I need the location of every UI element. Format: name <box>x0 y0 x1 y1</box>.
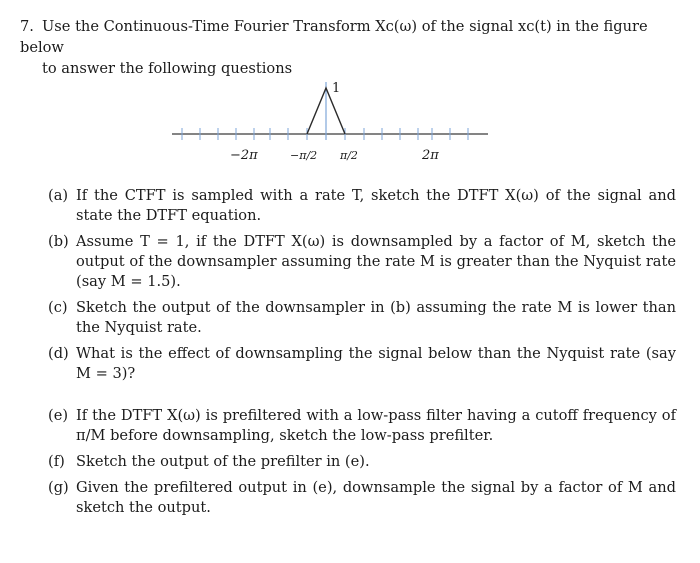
question-part-e <box>48 406 676 446</box>
part-label: (f) <box>48 453 65 470</box>
problem-statement <box>20 16 680 79</box>
part-label: (d) <box>48 345 69 362</box>
problem-number: 7. <box>20 18 34 35</box>
part-text: Assume T = 1, if the DTFT X(ω) is downsampled by a factor of M, sketch the output of the downsampler assuming the rate M is greater than the Nyquist rate (say M = 1.5). <box>76 233 676 290</box>
problem-line-1: Use the Continuous-Time Fourier Transform Xᴄ(ω) of the signal xᴄ(t) in the figure below <box>20 18 648 56</box>
ctft-plot <box>160 76 500 176</box>
question-part-f <box>48 452 676 472</box>
tick-label-pos-2pi: 2π <box>422 148 439 163</box>
peak-label: 1 <box>332 81 341 96</box>
ctft-figure <box>160 76 500 176</box>
part-label: (b) <box>48 233 69 250</box>
part-text: Sketch the output of the downsampler in (b) assuming the rate M is lower than the Nyquist rate. <box>76 299 676 336</box>
part-label: (g) <box>48 479 69 496</box>
part-text: If the CTFT is sampled with a rate T, sketch the DTFT X(ω) of the signal and state the DTFT equation. <box>76 187 676 224</box>
part-text: Sketch the output of the prefilter in (e). <box>76 453 370 470</box>
tick-label-pi-over-2: π/2 <box>340 149 358 162</box>
part-label: (c) <box>48 299 68 316</box>
question-part-a <box>48 186 676 226</box>
problem-line-2: to answer the following questions <box>42 60 293 77</box>
question-part-g <box>48 478 676 518</box>
part-text: What is the effect of downsampling the signal below than the Nyquist rate (say M = 3)? <box>76 345 676 382</box>
question-part-d <box>48 344 676 384</box>
part-text: Given the prefiltered output in (e), downsample the signal by a factor of M and sketch the output. <box>76 479 676 516</box>
part-text: If the DTFT X(ω) is prefiltered with a low-pass filter having a cutoff frequency of π/M before downsampling, sketch the low-pass prefilter. <box>76 407 676 444</box>
question-part-b <box>48 232 676 292</box>
question-part-c <box>48 298 676 338</box>
tick-label-neg-2pi: −2π <box>230 148 258 163</box>
part-label: (a) <box>48 187 69 204</box>
part-label: (e) <box>48 407 69 424</box>
tick-label-neg-pi-over-2: −π/2 <box>290 149 318 162</box>
question-parts <box>48 186 676 524</box>
